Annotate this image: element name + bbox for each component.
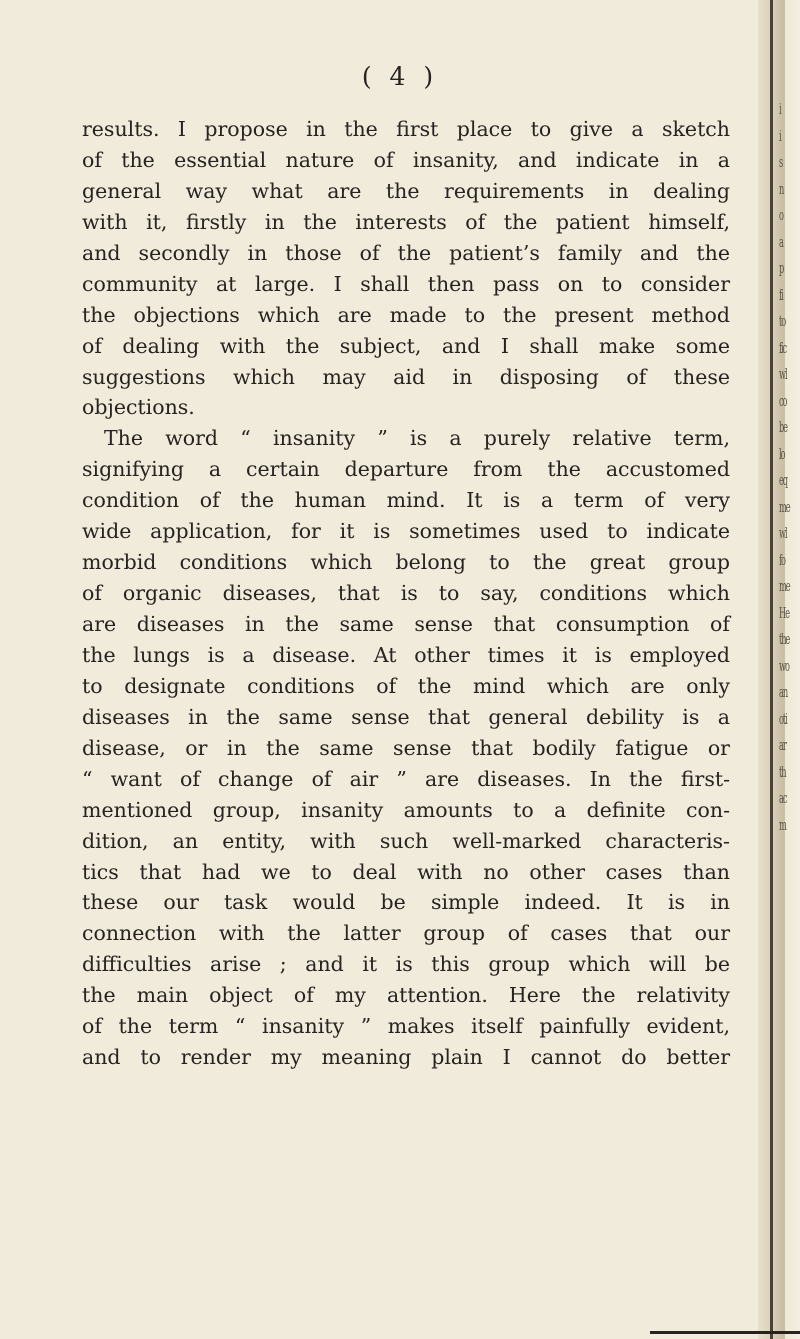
bleed-fragment: He xyxy=(779,603,789,622)
text-line: the main object of my attention. Here the relativity xyxy=(82,983,730,1008)
text-line: of the term “ insanity ” makes itself painfully evident, xyxy=(82,1014,730,1039)
bleed-fragment: a xyxy=(779,232,783,251)
text-line: community at large. I shall then pass on to consider xyxy=(82,271,730,296)
text-line: tics that had we to deal with no other cases than xyxy=(82,859,730,884)
text-line: wide application, for it is sometimes used to indicate xyxy=(82,519,730,544)
text-line: disease, or in the same sense that bodily fatigue or xyxy=(82,735,730,760)
text-line: general way what are the requirements in dealing xyxy=(82,178,730,203)
text-line: are diseases in the same sense that consumption of xyxy=(82,612,730,636)
bleed-fragment: to xyxy=(779,312,786,330)
bleed-fragment: n xyxy=(779,179,784,198)
bleed-fragment: m xyxy=(779,815,786,834)
bleed-fragment: fi xyxy=(779,285,783,304)
text-line: to designate conditions of the mind which are only xyxy=(82,673,730,698)
text-line: mentioned group, insanity amounts to a definite con- xyxy=(82,797,730,822)
text-line: morbid conditions which belong to the great group xyxy=(82,550,730,575)
body-text xyxy=(82,114,730,1073)
text-line: suggestions which may aid in disposing of these xyxy=(82,364,730,389)
bleed-fragment: wl xyxy=(779,365,787,383)
text-line: of the essential nature of insanity, and indicate in a xyxy=(82,147,730,172)
bleed-fragment: the xyxy=(779,630,790,648)
text-line: of dealing with the subject, and I shall make some xyxy=(82,333,730,358)
bleed-fragment: i xyxy=(779,126,781,145)
bleed-fragment: an xyxy=(779,683,788,701)
bottom-edge-rule xyxy=(650,1331,800,1334)
bleed-fragment: fic xyxy=(779,338,787,357)
text-line: “ want of change of air ” are diseases. In the first- xyxy=(82,766,730,791)
bleed-fragment: eq xyxy=(779,471,787,489)
bleed-fragment: co xyxy=(779,391,787,410)
bleed-fragment: th xyxy=(779,762,786,781)
bleed-fragment: s xyxy=(779,153,783,171)
text-line: with it, firstly in the interests of the patient himself, xyxy=(82,209,730,234)
bleed-fragment: me xyxy=(779,577,790,595)
text-line: and secondly in those of the patient’s family and the xyxy=(82,240,730,265)
text-line: the objections which are made to the present method xyxy=(82,302,730,327)
text-line: signifying a certain departure from the accustomed xyxy=(82,457,730,482)
text-line: The word “ insanity ” is a purely relative term, xyxy=(104,426,730,451)
bleed-fragment: ar xyxy=(779,736,786,754)
text-line: these our task would be simple indeed. It is in xyxy=(82,890,730,915)
bleed-fragment: be xyxy=(779,418,787,436)
bleed-fragment: p xyxy=(779,259,784,277)
text-line: the lungs is a disease. At other times it is employed xyxy=(82,642,730,667)
bleed-fragment: wo xyxy=(779,656,789,675)
gutter-edge-line xyxy=(770,0,773,1339)
facing-page-text-fragments xyxy=(775,100,800,840)
page-number: ( 4 ) xyxy=(361,62,439,91)
bleed-fragment: ac xyxy=(779,789,787,807)
bleed-fragment: fo xyxy=(779,550,785,569)
text-line: diseases in the same sense that general debility is a xyxy=(82,704,730,729)
text-line: objections. xyxy=(82,395,195,420)
bleed-fragment: oti xyxy=(779,709,787,728)
bleed-fragment: me xyxy=(779,497,790,516)
text-line: condition of the human mind. It is a term of very xyxy=(82,488,730,513)
text-line: and to render my meaning plain I cannot do better xyxy=(82,1045,730,1070)
text-line: connection with the latter group of cases that our xyxy=(82,921,730,946)
text-line: difficulties arise ; and it is this group which will be xyxy=(82,952,730,977)
text-line: of organic diseases, that is to say, conditions which xyxy=(82,581,730,606)
bleed-fragment: o xyxy=(779,206,783,224)
bleed-fragment: wl xyxy=(779,524,787,542)
text-line: results. I propose in the first place to give a sketch xyxy=(82,117,730,141)
bleed-fragment: lo xyxy=(779,444,785,463)
bleed-fragment: i xyxy=(779,100,781,118)
text-line: dition, an entity, with such well-marked characteris- xyxy=(82,828,730,853)
